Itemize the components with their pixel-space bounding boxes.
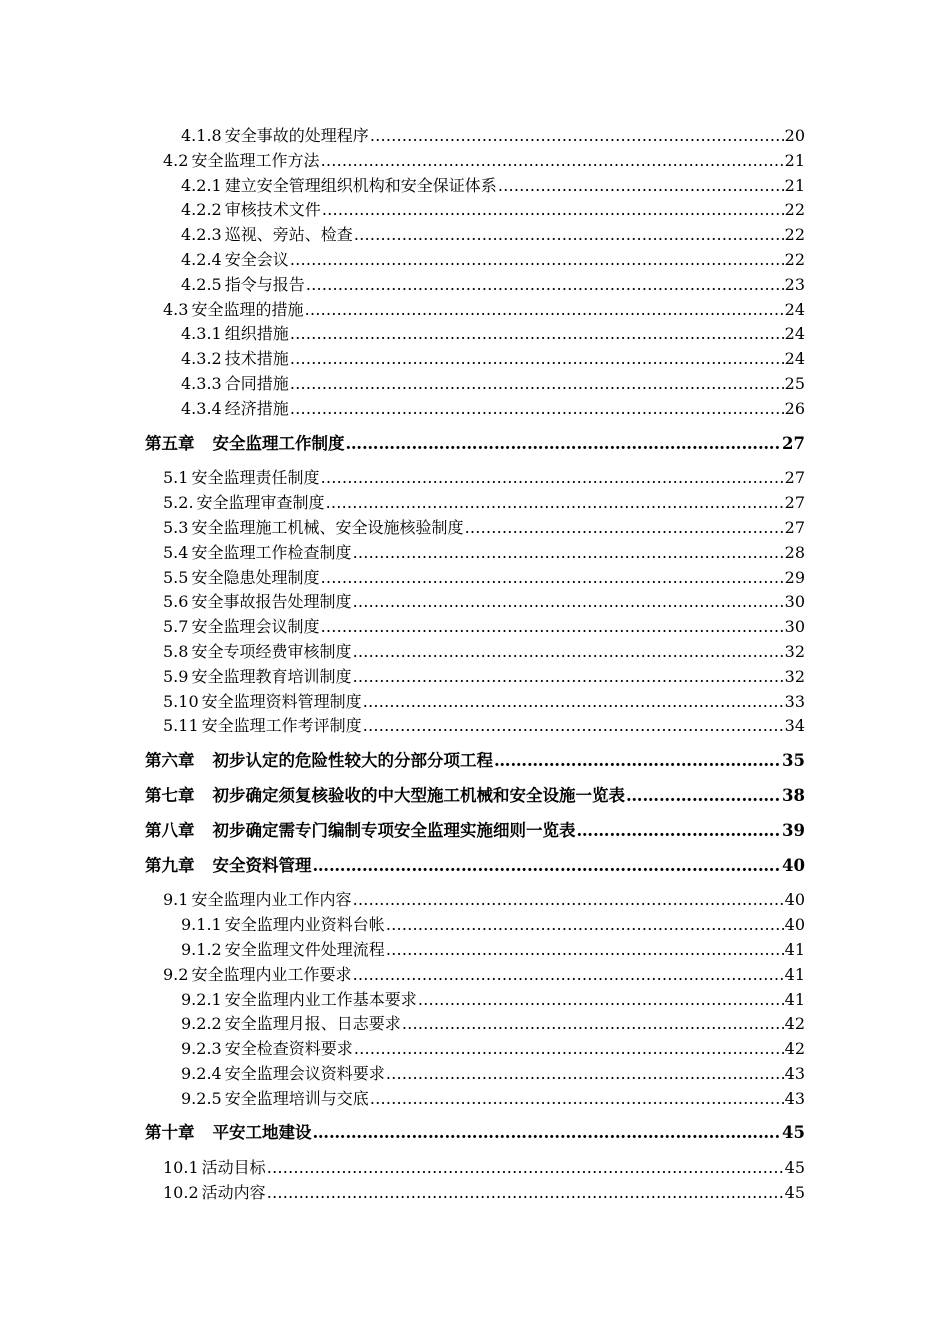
dot-leader [386,938,784,963]
toc-entry-number: 5.6 [163,592,189,612]
toc-entry-number: 4.3 [163,299,189,319]
toc-entry[interactable] [0,1156,805,1181]
dot-leader [363,690,784,715]
dot-leader [577,819,782,844]
toc-entry-title: 安全监理工作检查制度 [191,542,352,562]
toc-entry-title: 经济措施 [224,398,289,418]
toc-entry[interactable] [0,541,805,566]
toc-entry-number: 4.3.4 [181,398,222,418]
toc-entry-page: 43 [784,1088,805,1108]
dot-leader [352,665,783,690]
toc-entry[interactable] [0,149,805,174]
toc-entry-title: 安全监理内业工作内容 [191,890,352,910]
toc-entry-title: 安全事故报告处理制度 [191,592,352,612]
toc-entry-number: 4.2.3 [181,225,222,245]
toc-entry-number: 9.2.4 [181,1063,222,1083]
toc-entry-number: 4.1.8 [181,126,222,145]
toc-entry-page: 24 [784,299,805,319]
toc-entry-title: 活动内容 [201,1183,266,1203]
toc-entry-number: 第九章 [145,855,195,875]
toc-entry-page: 41 [784,989,805,1009]
toc-entry-number: 4.2.5 [181,274,222,294]
toc-entry-number: 5.7 [163,617,189,637]
toc-entry-page: 32 [784,666,805,686]
toc-entry-title: 安全监理工作制度 [212,433,345,453]
dot-leader [322,198,784,223]
toc-entry-title: 安全监理内业资料台帐 [224,915,385,935]
toc-entry-title: 安全检查资料要求 [224,1039,353,1059]
toc-entry-page: 21 [784,175,805,195]
toc-entry-number: 4.3.2 [181,349,222,369]
toc-entry-title: 初步确定须复核验收的中大型施工机械和安全设施一览表 [212,785,625,805]
dot-leader [290,397,784,422]
toc-entry[interactable] [0,1087,805,1112]
dot-leader [326,491,784,516]
toc-entry-number: 5.11 [163,716,199,736]
dot-leader [290,248,784,273]
toc-entry-number: 9.1.1 [181,915,222,935]
toc-chapter-entry[interactable] [0,749,805,774]
toc-entry-title: 安全监理内业工作基本要求 [224,989,417,1009]
toc-entry-page: 39 [782,820,805,840]
toc-chapter-entry[interactable] [0,1121,805,1146]
toc-entry-page: 45 [784,1158,805,1178]
dot-leader [320,566,783,591]
toc-entry-title: 安全事故的处理程序 [224,126,369,145]
toc-entry-page: 27 [784,517,805,537]
toc-entry[interactable] [0,566,805,591]
dot-leader [320,615,783,640]
toc-entry-number: 5.5 [163,567,189,587]
dot-leader [352,963,783,988]
dot-leader [370,124,784,149]
toc-entry-page: 45 [782,1123,805,1143]
toc-entry[interactable] [0,1037,805,1062]
dot-leader [320,466,783,491]
toc-entry[interactable] [0,615,805,640]
toc-entry-title: 巡视、旁站、检查 [224,225,353,245]
toc-entry-page: 23 [784,274,805,294]
toc-entry[interactable] [0,372,805,397]
toc-entry-title: 安全会议 [224,249,289,269]
toc-entry-title: 安全监理教育培训制度 [191,666,352,686]
toc-entry-title: 指令与报告 [224,274,305,294]
toc-entry[interactable] [0,714,805,739]
toc-entry[interactable] [0,397,805,422]
toc-entry-title: 安全隐患处理制度 [191,567,320,587]
dot-leader [290,347,784,372]
dot-leader [354,223,784,248]
dot-leader [464,516,783,541]
toc-entry-number: 5.3 [163,517,189,537]
toc-entry-title: 安全监理工作考评制度 [201,716,362,736]
dot-leader [320,149,783,174]
toc-chapter-entry[interactable] [0,819,805,844]
toc-entry[interactable] [0,963,805,988]
toc-entry[interactable] [0,913,805,938]
toc-entry-title: 建立安全管理组织机构和安全保证体系 [224,175,497,195]
toc-entry-title: 安全监理责任制度 [191,468,320,488]
toc-entry-page: 32 [784,641,805,661]
toc-entry-title: 合同措施 [224,373,289,393]
toc-entry-page: 30 [784,592,805,612]
toc-entry-number: 第七章 [145,785,195,805]
toc-entry[interactable] [0,298,805,323]
toc-entry-title: 安全监理的措施 [191,299,304,319]
toc-entry-number: 5.9 [163,666,189,686]
toc-entry-title: 安全监理文件处理流程 [224,939,385,959]
dot-leader [363,714,784,739]
dot-leader [354,1037,784,1062]
toc-entry-page: 24 [784,349,805,369]
toc-entry-number: 4.2 [163,150,189,170]
toc-entry[interactable] [0,174,805,199]
dot-leader [370,1087,784,1112]
toc-entry-title: 安全监理培训与交底 [224,1088,369,1108]
toc-entry-title: 安全监理资料管理制度 [201,691,362,711]
dot-leader [290,322,784,347]
toc-entry-title: 审核技术文件 [224,200,321,220]
toc-entry-number: 9.1 [163,890,189,910]
toc-chapter-entry[interactable] [0,432,805,457]
toc-entry[interactable] [0,665,805,690]
dot-leader [418,988,784,1013]
toc-entry-title: 平安工地建设 [212,1123,312,1143]
toc-entry[interactable] [0,590,805,615]
toc-entry-page: 45 [784,1183,805,1203]
toc-entry-page: 27 [784,493,805,513]
toc-entry-number: 9.2.1 [181,989,222,1009]
toc-entry[interactable] [0,1012,805,1037]
toc-entry-number: 第八章 [145,820,195,840]
toc-entry[interactable] [0,1062,805,1087]
toc-entry-page: 21 [784,150,805,170]
dot-leader [352,888,783,913]
toc-entry-number: 9.2.5 [181,1088,222,1108]
toc-entry-page: 34 [784,716,805,736]
toc-entry-page: 35 [782,751,805,771]
dot-leader [313,1121,782,1146]
toc-entry-page: 24 [784,324,805,344]
dot-leader [346,432,782,457]
table-of-contents [0,124,950,1206]
toc-entry[interactable] [0,888,805,913]
toc-entry-page: 22 [784,249,805,269]
toc-entry-title: 安全监理审查制度 [196,493,325,513]
toc-entry-number: 9.2 [163,964,189,984]
dot-leader [304,298,783,323]
toc-entry-number: 4.2.4 [181,249,222,269]
dot-leader [498,174,784,199]
dot-leader [402,1012,784,1037]
toc-entry-title: 初步确定需专门编制专项安全监理实施细则一览表 [212,820,576,840]
toc-entry-page: 20 [784,126,805,145]
toc-entry-number: 第六章 [145,751,195,771]
dot-leader [626,784,781,809]
toc-entry[interactable] [0,248,805,273]
toc-chapter-entry[interactable] [0,784,805,809]
toc-entry-number: 4.3.1 [181,324,222,344]
dot-leader [267,1181,784,1206]
dot-leader [306,273,784,298]
toc-entry-number: 9.2.2 [181,1014,222,1034]
toc-entry-page: 26 [784,398,805,418]
toc-entry-page: 41 [784,964,805,984]
toc-entry-number: 9.1.2 [181,939,222,959]
toc-entry-page: 22 [784,200,805,220]
toc-entry-page: 28 [784,542,805,562]
toc-entry-title: 安全监理会议资料要求 [224,1063,385,1083]
toc-entry[interactable] [0,466,805,491]
toc-entry[interactable] [0,491,805,516]
toc-entry-number: 5.10 [163,691,199,711]
toc-entry-number: 4.3.3 [181,373,222,393]
toc-entry-number: 10.2 [163,1183,199,1203]
toc-entry-number: 第五章 [145,433,195,453]
toc-entry-title: 安全监理月报、日志要求 [224,1014,401,1034]
toc-entry[interactable] [0,322,805,347]
toc-entry-page: 43 [784,1063,805,1083]
dot-leader [494,749,781,774]
dot-leader [386,1062,784,1087]
toc-entry-title: 安全监理内业工作要求 [191,964,352,984]
toc-entry-number: 5.2. [163,493,194,513]
toc-entry-title: 安全专项经费审核制度 [191,641,352,661]
toc-entry-page: 42 [784,1039,805,1059]
toc-entry-title: 初步认定的危险性较大的分部分项工程 [212,751,493,771]
toc-entry-number: 5.8 [163,641,189,661]
toc-chapter-entry[interactable] [0,854,805,879]
toc-entry-page: 40 [784,915,805,935]
toc-entry-page: 40 [784,890,805,910]
toc-entry-title: 安全监理会议制度 [191,617,320,637]
toc-entry-number: 5.4 [163,542,189,562]
toc-entry-page: 40 [782,855,805,875]
dot-leader [352,590,783,615]
toc-entry-page: 25 [784,373,805,393]
toc-entry[interactable] [0,690,805,715]
toc-entry-number: 第十章 [145,1123,195,1143]
toc-entry-page: 41 [784,939,805,959]
dot-leader [352,640,783,665]
toc-entry-title: 安全监理施工机械、安全设施核验制度 [191,517,464,537]
toc-entry[interactable] [0,347,805,372]
toc-entry-page: 27 [784,468,805,488]
toc-entry-number: 9.2.3 [181,1039,222,1059]
toc-entry[interactable] [0,640,805,665]
toc-entry-page: 22 [784,225,805,245]
toc-entry[interactable] [0,223,805,248]
toc-entry[interactable] [0,938,805,963]
dot-leader [313,854,782,879]
toc-entry[interactable] [0,124,805,149]
toc-entry[interactable] [0,198,805,223]
toc-entry-page: 27 [782,433,805,453]
toc-entry-page: 33 [784,691,805,711]
toc-entry-title: 安全监理工作方法 [191,150,320,170]
toc-entry-number: 4.2.2 [181,200,222,220]
toc-entry-page: 42 [784,1014,805,1034]
toc-entry-title: 组织措施 [224,324,289,344]
toc-entry-title: 技术措施 [224,349,289,369]
toc-entry-page: 29 [784,567,805,587]
dot-leader [352,541,783,566]
toc-entry-number: 10.1 [163,1158,199,1178]
dot-leader [267,1156,784,1181]
dot-leader [386,913,784,938]
toc-entry[interactable] [0,273,805,298]
toc-entry-page: 38 [782,785,805,805]
toc-entry[interactable] [0,1181,805,1206]
toc-entry-number: 5.1 [163,468,189,488]
toc-entry-title: 安全资料管理 [212,855,312,875]
toc-entry-page: 30 [784,617,805,637]
toc-entry-title: 活动目标 [201,1158,266,1178]
dot-leader [290,372,784,397]
toc-entry-number: 4.2.1 [181,175,222,195]
toc-entry[interactable] [0,988,805,1013]
toc-entry[interactable] [0,516,805,541]
